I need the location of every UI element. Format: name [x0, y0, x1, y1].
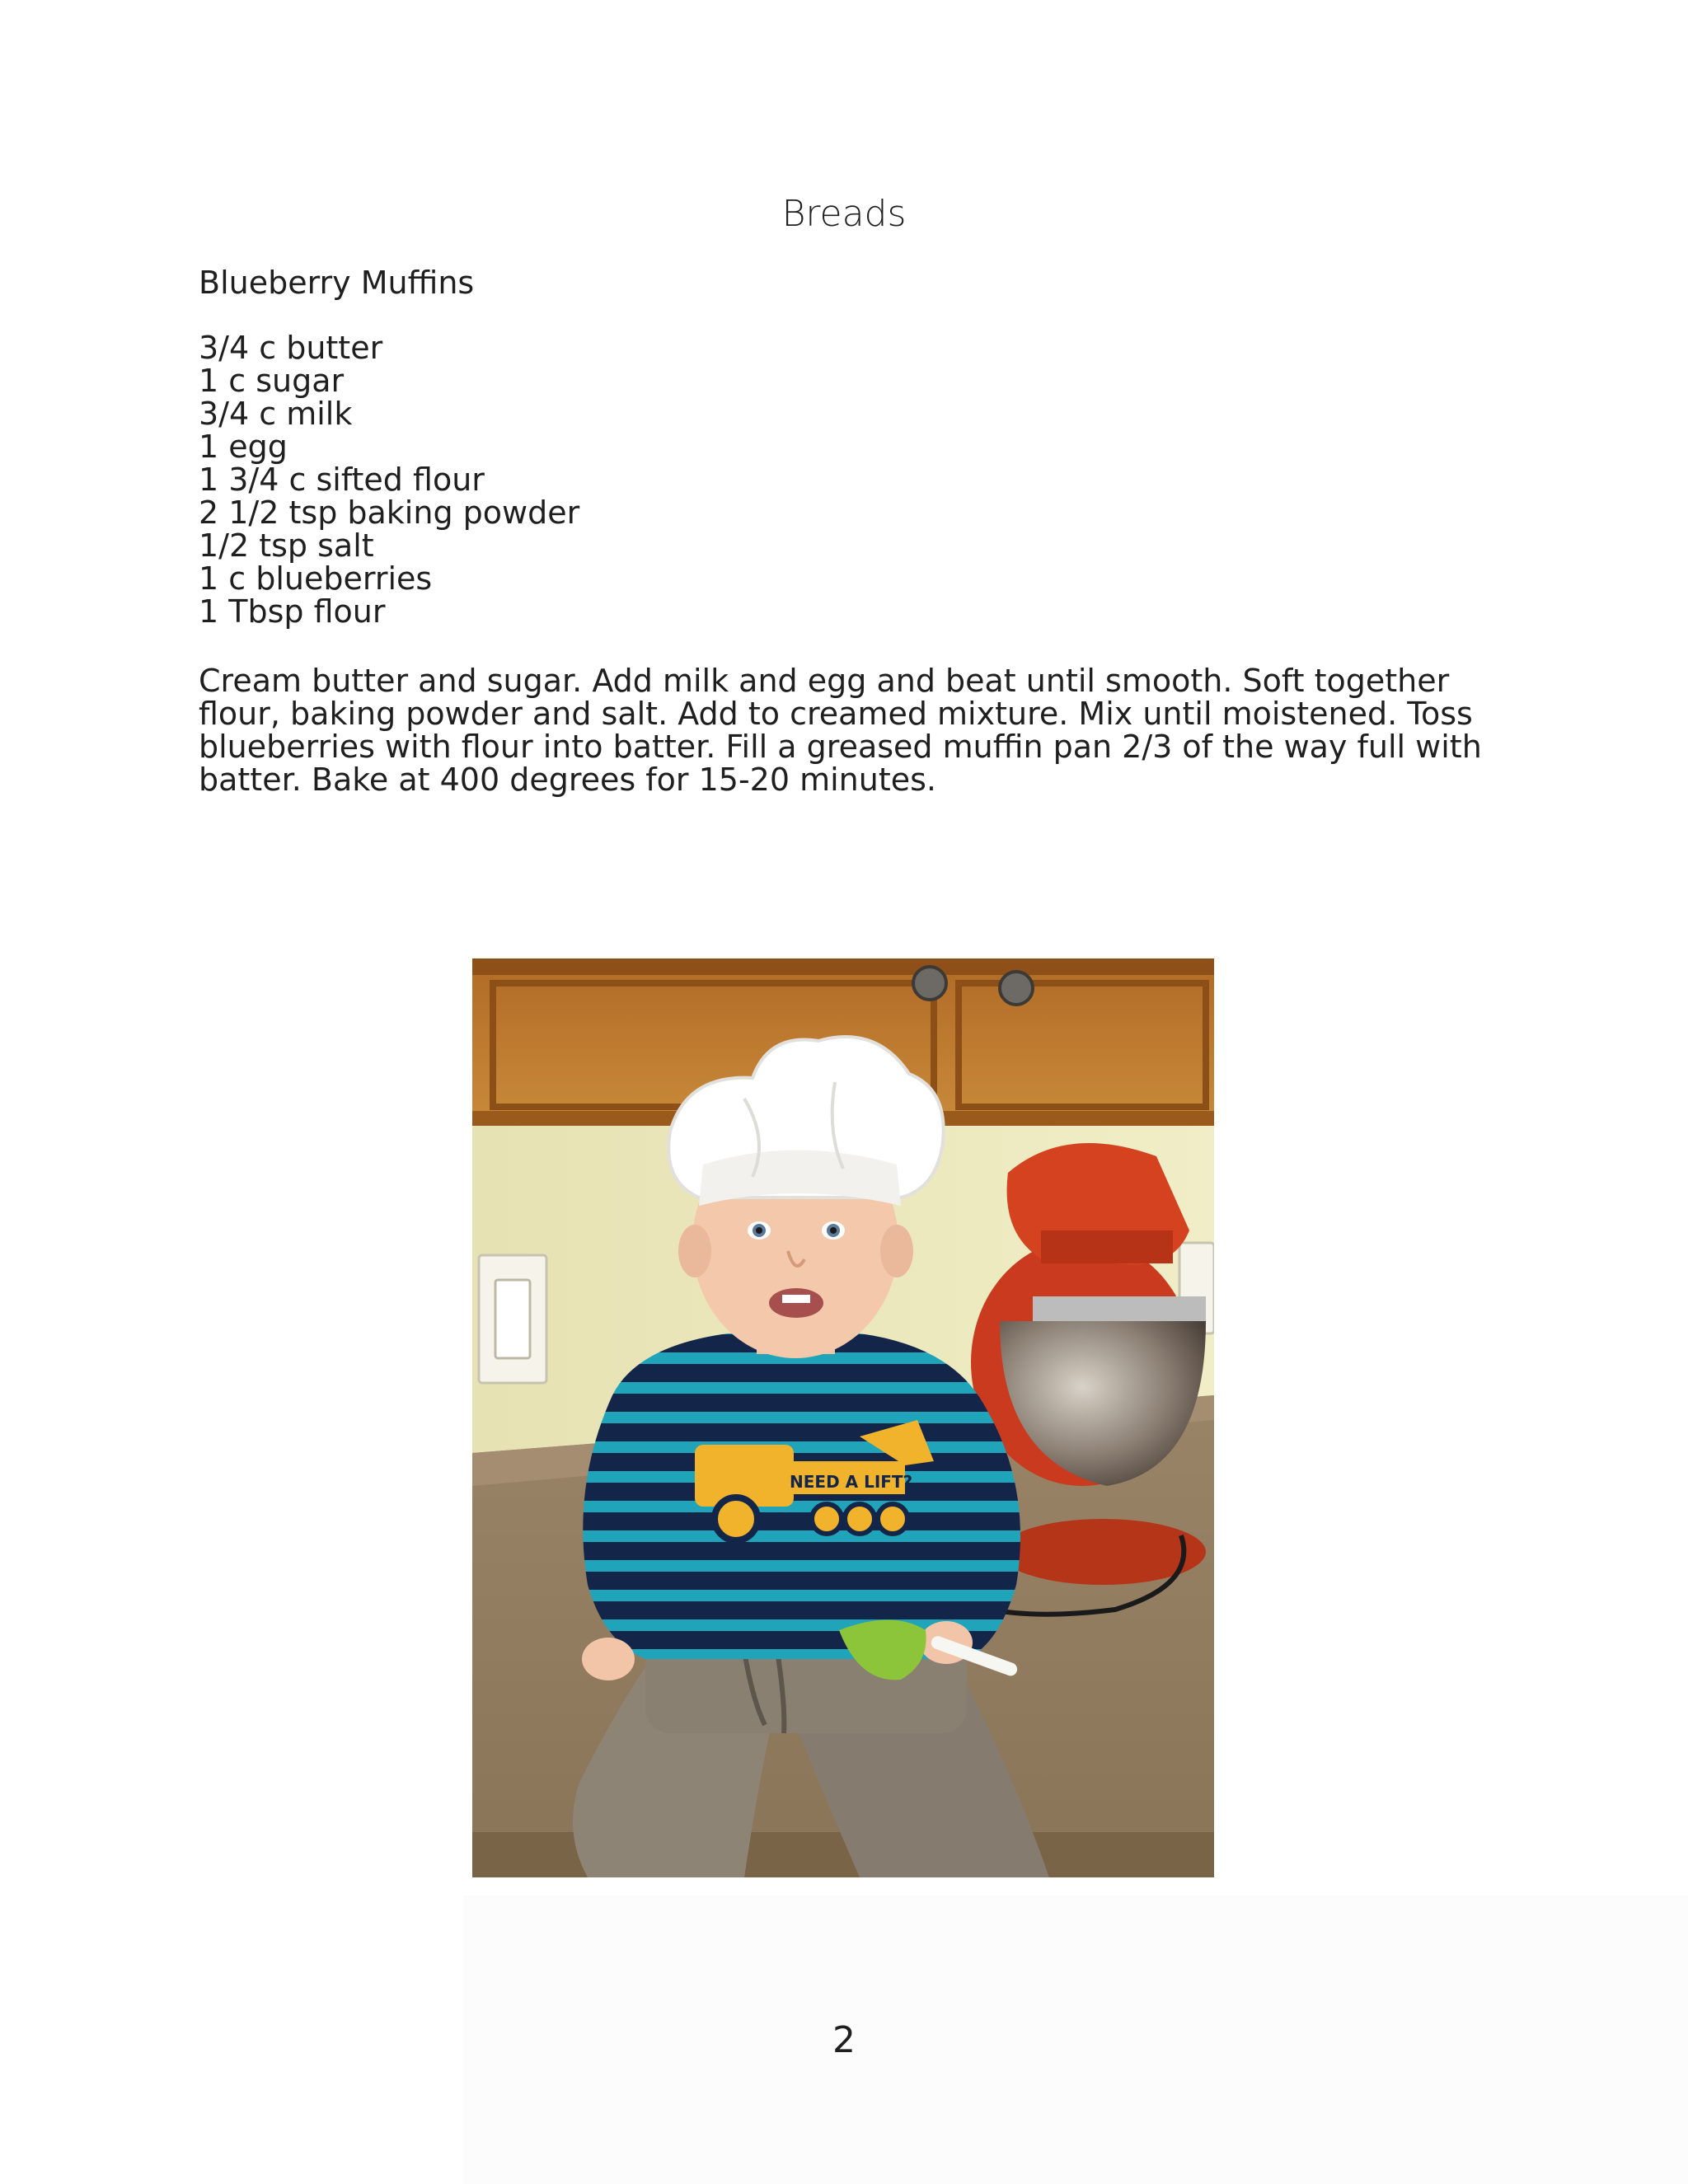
toddler-shirt — [583, 1333, 1020, 1659]
ingredient-list — [199, 331, 579, 628]
shirt-slogan: NEED A LIFT? — [790, 1472, 913, 1492]
ingredient-item: 1 c blueberries — [199, 560, 433, 597]
ingredient-item: 1 Tbsp flour — [199, 593, 386, 630]
toddler-left-hand — [582, 1638, 635, 1680]
page-number: 2 — [832, 2019, 856, 2061]
light-switch — [479, 1255, 546, 1383]
ingredient-item: 1 3/4 c sifted flour — [199, 462, 485, 498]
recipe-directions: Cream butter and sugar. Add milk and egg and beat until smooth. Soft together flour, baking powder and salt. Add to creamed mixture. Mix until moistened. Toss blueberries with flour into batter. Fill a greased muffin pan 2/3 of the way full with batter. Bake at 400 degrees for 15-20 minutes. — [199, 663, 1482, 798]
ingredient-item: 1 c sugar — [199, 363, 345, 399]
toddler-chef-photo — [472, 958, 1214, 1877]
ingredient-item: 1/2 tsp salt — [199, 527, 374, 564]
ingredient-item: 1 egg — [199, 429, 288, 465]
section-title: Breads — [781, 193, 907, 235]
ingredient-item: 2 1/2 tsp baking powder — [199, 494, 580, 531]
ingredient-item: 3/4 c milk — [199, 396, 353, 432]
ingredient-item: 3/4 c butter — [199, 330, 383, 366]
recipe-title: Blueberry Muffins — [199, 265, 475, 301]
